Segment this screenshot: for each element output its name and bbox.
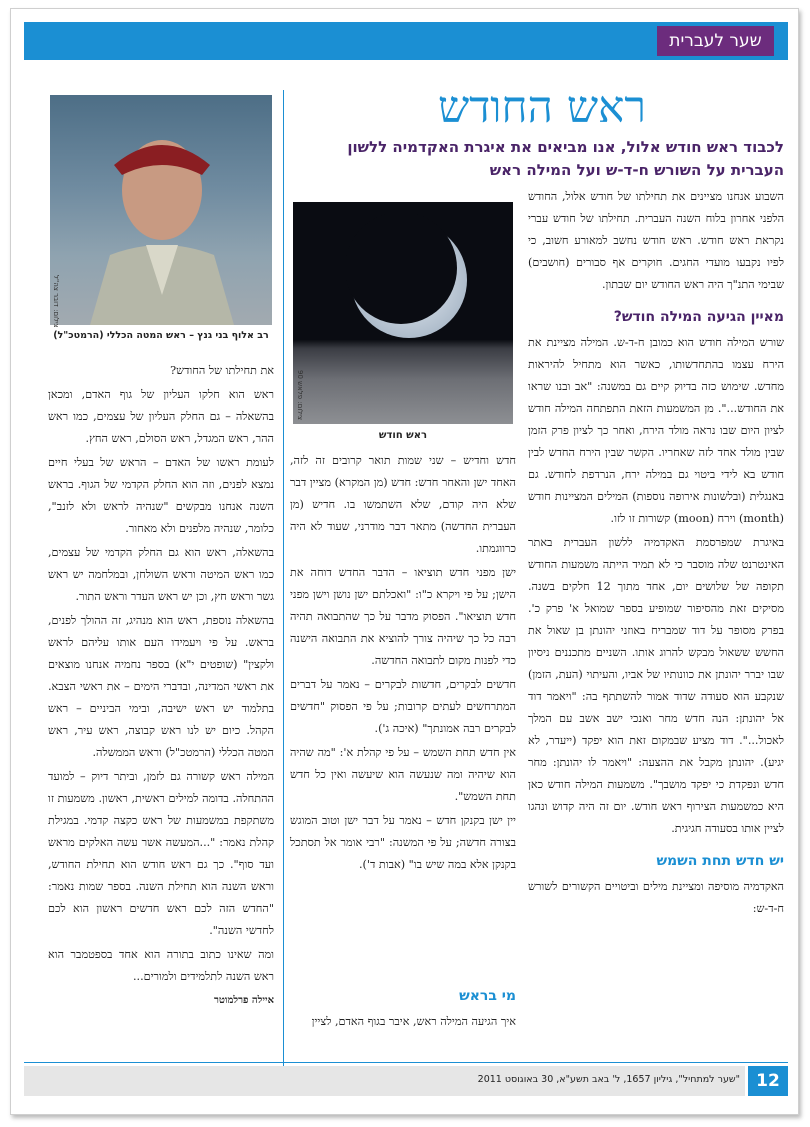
portrait-photo <box>50 95 272 325</box>
paragraph: בהשאלה, ראש הוא גם החלק הקדמי של עצמים, כמו ראש המיטה וראש השולחן, ובמלחמה יש ראש גשר וראש חץ, וכן יש ראש העדר וראש התור. <box>48 546 274 603</box>
paragraph: איך הגיעה המילה ראש, איבר בגוף האדם, לציין <box>311 1015 516 1028</box>
footer-text: "שער למתחיל", גיליון 1657, ל' באב תשע"א, 30 באוגוסט 2011 <box>477 1074 740 1085</box>
paragraph: שורש המילה חודש הוא כמובן ח-ד-ש. המילה מציינת את הירח עצמו בהתחדשותו, כאשר הוא מתחיל להיראות מחדש. שימוש כזה בדיוק קיים גם במשנה: "אב ובנו שראו את החודש...". מן המשמעות הזאת התפתחה המילה חודש לציון היום שבו נראה מולד הירח, ואחר כך לציון פרק הזמן שבין מולד אחד לזה שאחריו. הקשר שבין הירח החדש לבין חודש בא לידי ביטוי גם במילה ירח, הנרדפת לחודש. גם באנגלית (ובלשונות אירופה נוספות) המילים המציינות חודש (month) וירח (moon) קשורות זו לזו. <box>528 336 784 525</box>
section-heading: מאיין הגיעה המילה חודש? <box>613 309 784 325</box>
portrait-caption: רב אלוף בני גנץ – ראש המטה הכללי (הרמטכ"ל) <box>53 330 269 341</box>
column-left <box>48 360 274 1050</box>
paragraph: ומה שאינו כתוב בתורה הוא אחד בספטמבר הוא ראש השנה לתלמידים ולמורים... <box>48 948 274 983</box>
paragraph: יין ישן בקנקן חדש – נאמר על דבר ישן וטוב המוגש בצורה חדשה; על פי המשנה: "רבי אומר אל תסתכל בקנקן אלא במה שיש בו" (אבות ד'). <box>290 814 516 871</box>
paragraph: האקדמיה מוסיפה ומציינת מילים וביטויים הקשורים לשורש ח-ד-ש: <box>528 880 784 915</box>
section-heading: מי בראש <box>459 988 516 1004</box>
section-heading: יש חדש תחת השמש <box>656 853 784 869</box>
officer-portrait-icon <box>50 95 272 325</box>
footer-rule <box>24 1062 788 1063</box>
crescent-earth-icon <box>293 202 513 424</box>
column-right <box>528 186 784 1036</box>
article-title: ראש החודש <box>437 82 647 133</box>
page-number: 12 <box>748 1066 788 1096</box>
column-divider <box>283 90 284 1080</box>
paragraph: באיגרת שמפרסמת האקדמיה ללשון העברית באתר האינטרנט שלה מוסבר כי לא תמיד הייתה משמעות החודש תקופה של שלושים יום, אחד מתוך 12 חלקים בשנה. מסיקים זאת מהסיפור שמופיע בספר שמואל א' פרק כ'. בפרק מסופר על דוד שמבריח באוזני יהונתן בן שאול את החשש ששאול מבקש להרוג אותו. השניים מתכננים ניסיון שבו יברר יהונתן את כוונותיו של אביו, והעיתוי (העת, הזמן) שנקבע הוא סעודה שדוד אמור להשתתף בה: "ויאמר דוד אל יהונתן: הנה חדש מחר ואנכי ישב אשב עם המלך לאכול...". דוד מציע שבמקום זאת הוא יפקד (ייעדר, לא יגיע). יהונתן מקבל את ההצעה: "ויאמר לו יהונתן: מחר חדש ונפקדת כי יפקד מושבך". משמעות המילה חודש כאן היא כמשמעות הצירוף ראש חודש. יום זה היה קדוש ונהגו לציין אותו בסעודה חגיגית. <box>528 536 784 835</box>
photo-credit: צילום: פלאש 90 <box>296 370 304 420</box>
column-middle <box>289 450 516 871</box>
article-subtitle: לכבוד ראש חודש אלול, אנו מביאים את איגרת האקדמיה ללשון העברית על השורש ח-ד-ש ועל המילה ראש <box>347 138 784 179</box>
earth-rise-photo <box>293 202 513 424</box>
paragraph: לעומת ראשו של האדם – הראש של בעלי חיים נמצא לפנים, וזה הוא החלק הקדמי של הגוף. בראש השנה אנחנו מבקשים "שנהיה לראש ולא לזנב", כלומר, שנהיה מלפנים ולא מאחור. <box>48 456 274 535</box>
paragraph: את תחילתו של החודש? <box>170 364 274 377</box>
paragraph: ראש הוא חלקו העליון של גוף האדם, ומכאן בהשאלה – גם החלק העליון של עצמים, כמו ראש ההר, ראש המגדל, ראש הסולם, ראש החץ. <box>48 388 274 445</box>
column-middle-bottom <box>290 985 516 1055</box>
paragraph: המילה ראש קשורה גם לזמן, וביתר דיוק – למועד ההתחלה. בדומה למילים ראשית, ראשון. משמעות זו משתקפת במשמעות של ראש כקצה קדמי. במגילת קהלת נאמר: "...המעשה אשר עשה האלקים מראש ועד סוף". כך גם ראש חודש הוא תחילת החודש, וראש השנה הוא תחילת השנה. בספר שמות נאמר: "החדש הזה לכם ראש חדשים ראשון הוא לכם לחדשי השנה". <box>48 770 274 937</box>
paragraph: בהשאלה נוספת, ראש הוא מנהיג, זה ההולך לפנים, בראש. על פי ויעמידו העם אותו עליהם לראש ולקצין" (שופטים י"א) בספר נחמיה אנחנו מוצאים את ראשי המדינה, ובדברי הימים – את ראשי הצבא. בתלמוד יש ראש ישיבה, ובימי הביניים – ראש הקהל. כיום יש לנו ראש קבוצה, ראש עיר, ראש המטה הכללי (הרמטכ"ל) וראש הממשלה. <box>48 614 274 759</box>
paragraph: חדשים לבקרים, חדשות לבקרים – נאמר על דברים המתרחשים לעתים קרובות; על פי הפסוק "חדשים לבקרים רבה אמונתך" (איכה ג'). <box>290 678 516 735</box>
paragraph: חדש וחדיש – שני שמות תואר קרובים זה לזה, האחד ישן והאחר חדש: חדש (מן המקרא) מציין דבר שלא היה קודם, שלא השתמשו בו. חדיש (מן העברית החדשה) מתאר דבר מודרני, שעוד לא היה כרווגמתו. <box>289 454 516 555</box>
author-name: איילה פרלמוטר <box>213 995 274 1006</box>
paragraph: אין חדש תחת השמש – על פי קהלת א': "מה שהיה הוא שיהיה ומה שנעשה הוא שיעשה ואין כל חדש תחת השמש". <box>290 746 516 803</box>
paragraph: ישן מפני חדש תוציאו – הדבר החדש דוחה את הישן; על פי ויקרא כ"ו: "ואכלתם ישן נושן וישן מפני חדש תוציאו". הפסוק מדבר על כך שהתבואה תהיה רבה כל כך שיהיה צורך להוציא את התבואה הישנה כדי לפנות מקום לתבואה החדשה. <box>290 566 516 667</box>
section-tab[interactable]: שער לעברית <box>657 26 774 56</box>
photo-credit: צילום: דובר צה"ל <box>52 275 60 328</box>
paragraph: השבוע אנחנו מציינים את תחילתו של חודש אלול, החודש הלפני אחרון בלוח השנה העברית. תחילתו של חודש עברי נקראת ראש חודש. ראש חודש נחשב למאורע חשוב, כי לפיו נקבעו מועדי החגים. חוקרים אף סבורים (חושבים) שבימי התנ"ך היה ראש החודש יום שבתון. <box>528 190 784 291</box>
photo-caption: ראש חודש <box>378 430 428 441</box>
section-banner <box>24 22 788 60</box>
